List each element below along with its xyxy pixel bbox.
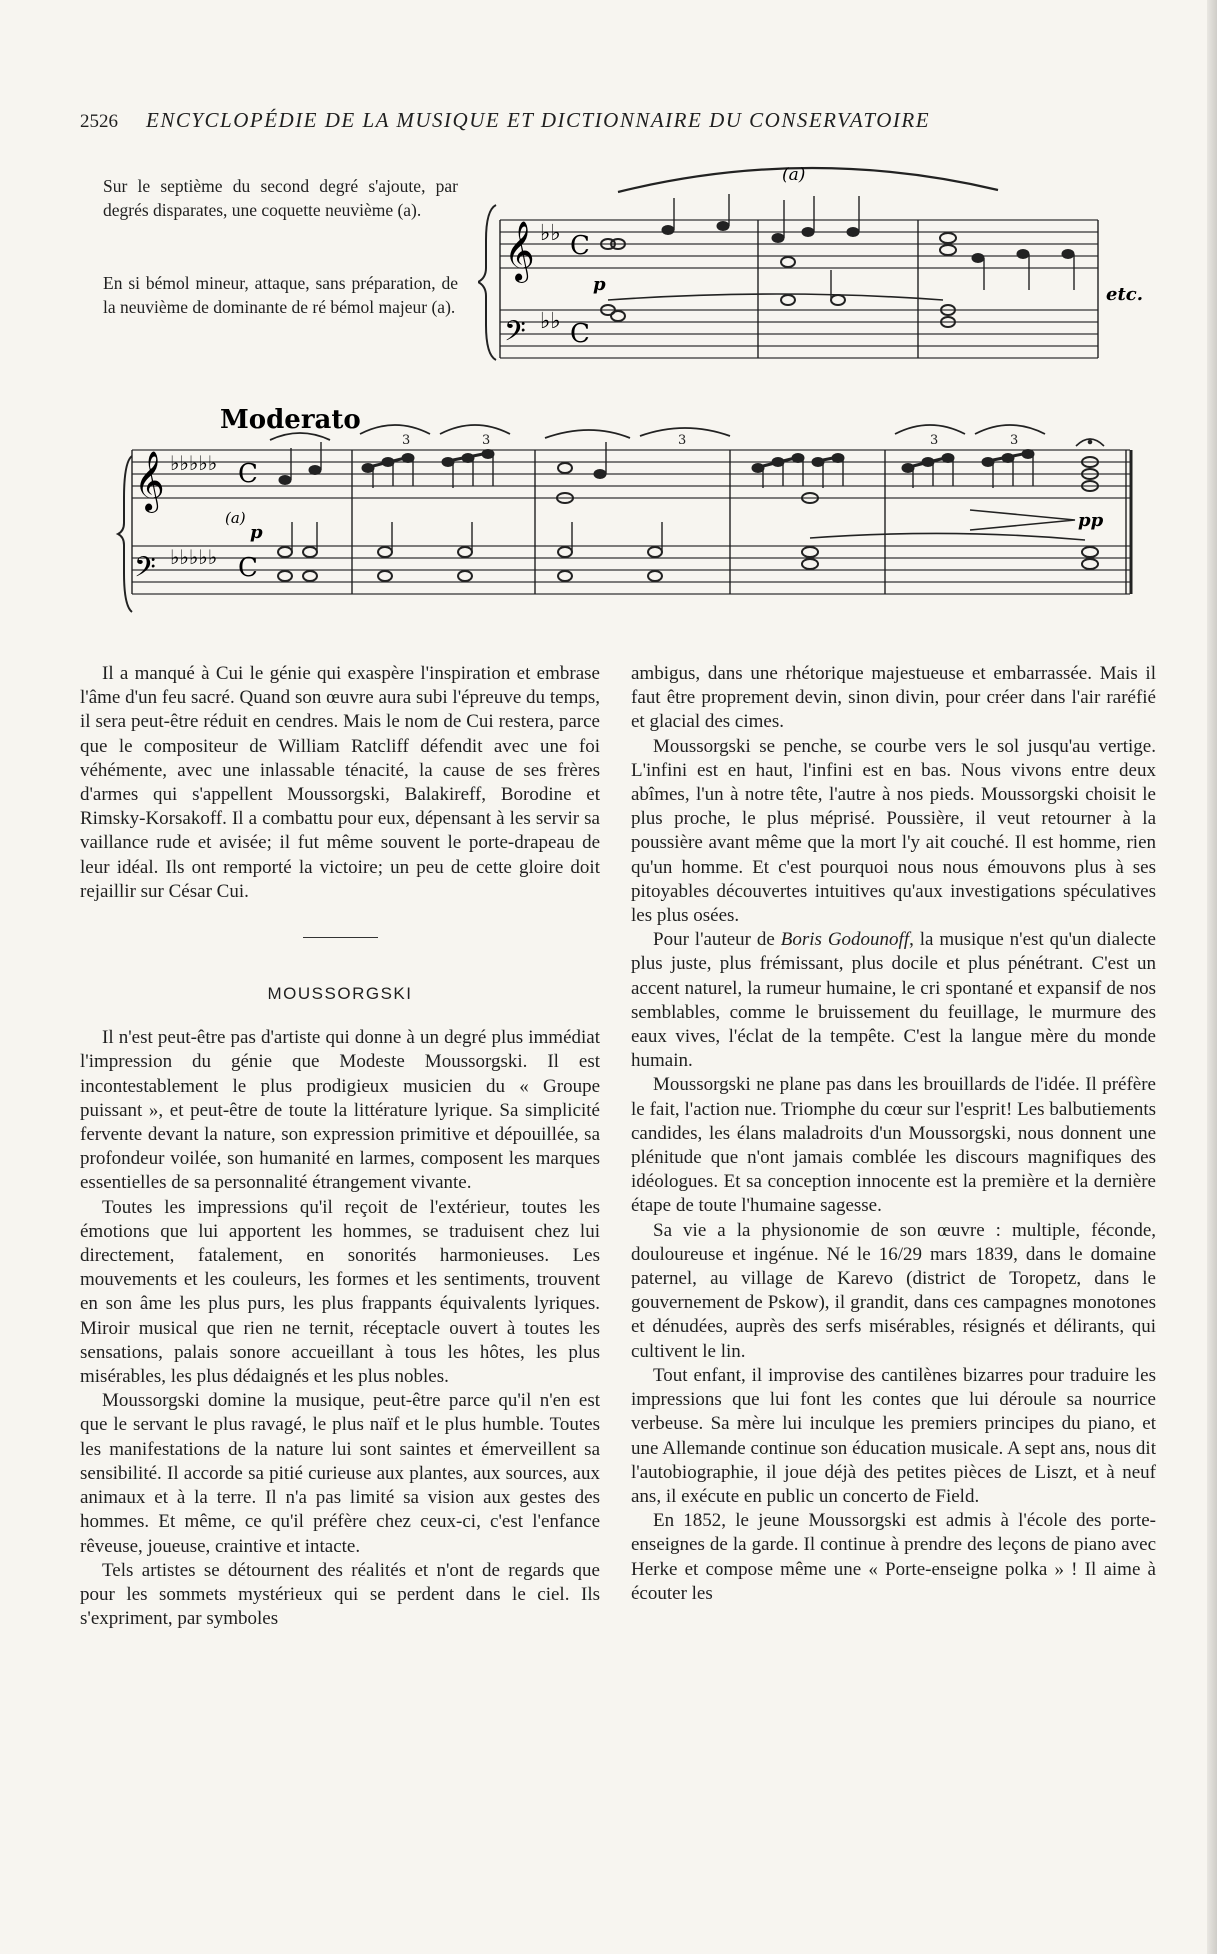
left-column (80, 662, 600, 1631)
paragraph-9: Tout enfant, il improvise des cantilènes bizarres pour traduire les impressions que lui font les contes que lui déroule sa nourrice verbeuse. Sa mère lui inculque les premiers principes du piano, et une Allemande continue son éducation musicale. A sept ans, nous dit l'autobiographie, il joue déjà des petites pièces de Liszt, et à neuf ans, il exécute en public un concerto de Field. (631, 1364, 1156, 1507)
example1-text-1: Sur le septième du second degré s'ajoute, par degrés disparates, une coquette neuvième (a). (103, 176, 458, 220)
paragraph-2: Toutes les impressions qu'il reçoit de l'extérieur, toutes les émotions que lui apportent les hommes, se traduisent chez lui directement, fatalement, en sonorités harmonieuses. Les mouvements et les couleurs, les formes et les sentiments, trouvent en son âme les plus purs, les plus frappants équivalents lyriques. Miroir musical que rien ne ternit, réceptacle ouvert à toutes les sensations, palais sonore accueillant à tous les hôtes, les plus misérables, les plus dédaignés et les plus nobles. (80, 1196, 600, 1388)
mark-a-2: (a) (225, 509, 246, 527)
bass-notes-2 (278, 522, 1098, 581)
right-column (631, 662, 1156, 1606)
treble-staff-2 (132, 450, 1130, 498)
dynamic-p-2: p (250, 522, 263, 543)
bass-clef-2: 𝄢 (134, 551, 156, 591)
treble-notes-2 (279, 439, 1104, 503)
example1-caption-2 (103, 271, 458, 319)
paragraph-6: Pour l'auteur de Boris Godounoff, la musique n'est qu'un dialecte plus juste, plus frémissant, plus docile et plus pénétrant. C'est un accent naturel, la rumeur humaine, le cri spontané et expansif de nos semblables, comme le bruissement du feuillage, le murmure des eaux vives, l'éclat de la tempête. C'est la langue mère du monde humain. (631, 929, 1156, 1072)
paragraph-continued: ambigus, dans une rhétorique majestueuse et embarrassée. Mais il faut être proprement devin, sinon divin, pour créer dans l'air raréfié et glacial des cimes. (631, 663, 1156, 733)
page-header (80, 108, 1030, 133)
svg-text:3: 3 (678, 433, 687, 448)
music-example-1 (478, 150, 1168, 365)
work-title: Boris Godounoff (780, 929, 910, 951)
section-divider (303, 937, 378, 938)
time-signature-bass-2: C (238, 553, 258, 583)
time-signature-treble-2: C (238, 459, 258, 489)
paragraph-5: Moussorgski se penche, se courbe vers le sol jusqu'au vertige. L'infini est en haut, l'infini est en bas. Nous vivons entre deux abîmes, l'un à notre tête, l'autre à nos pieds. Moussorgski choisit le plus proche, le plus méprisé. Poussière, il veut retourner à la poussière avant même que la mort l'y ait couché. Il est homme, rien qu'un homme. Et c'est pourquoi nous nous émouvons plus à ses pitoyables découvertes intuitives qu'aux investigations spéculatives les plus osées. (631, 735, 1156, 927)
page-number: 2526 (80, 111, 118, 132)
bass-notes (601, 270, 955, 327)
dynamic-p: p (593, 274, 606, 295)
dynamic-pp: pp (1078, 510, 1104, 531)
time-signature-treble: C (570, 231, 590, 261)
running-title: ENCYCLOPÉDIE DE LA MUSIQUE ET DICTIONNAIRE DU CONSERVATOIRE (146, 108, 931, 132)
triplets-2 (402, 433, 1018, 448)
system-brace-2 (118, 456, 132, 612)
paragraph-10: En 1852, le jeune Moussorgski est admis à l'école des porte-enseignes de la garde. Il continue à prendre des leçons de piano avec Herke et compose même une « Porte-enseigne polka » ! Il aime à écouter les (631, 1510, 1156, 1604)
svg-text:3: 3 (1010, 433, 1019, 448)
system-brace (478, 205, 496, 360)
key-flats-bass: ♭♭ (540, 309, 561, 334)
bass-staff-2 (132, 546, 1130, 594)
svg-text:3: 3 (930, 433, 939, 448)
key-flats-bass-2: ♭♭♭♭♭ (170, 545, 218, 569)
svg-text:3: 3 (482, 433, 491, 448)
section-title: MOUSSORGSKI (267, 984, 413, 1004)
svg-text:3: 3 (402, 433, 411, 448)
tempo-marking: Moderato (220, 405, 361, 435)
bass-clef: 𝄢 (504, 315, 526, 355)
key-flats-treble-2: ♭♭♭♭♭ (170, 451, 218, 475)
diminuendo (970, 510, 1075, 530)
paragraph-cui: Il a manqué à Cui le génie qui exaspère l'inspiration et embrase l'âme d'un feu sacré. Quand son œuvre aura subi l'épreuve du temps, il sera peut-être réduit en cendres. Mais le nom de Cui restera, parce que le compositeur de William Ratcliff défendit avec une foi véhémente, avec une inlassable ténacité, la cause de ses frères d'armes qui s'appellent Moussorgski, Balakireff, Borodine et Rimsky-Korsakoff. Il a combattu pour eux, dépensant à les servir sa vaillance rude et avisée; il fut même souvent le porte-drapeau de leur idéal. Ils ont remporté la victoire; un peu de cette gloire doit rejaillir sur César Cui. (80, 663, 600, 902)
page-spine (1207, 0, 1217, 1954)
key-flats-treble: ♭♭ (540, 221, 561, 246)
paragraph-1: Il n'est peut-être pas d'artiste qui donne à un degré plus immédiat l'impression du génie que Modeste Moussorgski. Il est incontestablement le plus prodigieux musicien du « Groupe puissant », et peut-être de toute la littérature lyrique. Sa simplicité fervente devant la nature, son expression primitive et dépouillée, sa profondeur voilée, son humanité en larmes, composent les marques essentielles de sa personnalité étrangement vivante. (80, 1027, 600, 1194)
example1-caption-1 (103, 174, 458, 222)
slurs-2 (270, 425, 1045, 440)
example1-text-2: En si bémol mineur, attaque, sans préparation, de la neuvième de dominante de ré bémol majeur (a). (103, 273, 458, 317)
mark-a: (a) (782, 165, 806, 185)
paragraph-8: Sa vie a la physionomie de son œuvre : multiple, féconde, douloureuse et ingénue. Né le 16/29 mars 1839, dans le domaine paternel, au village de Karevo (district de Toropetz, dans le gouvernement de Pskow), il grandit, dans ces campagnes monotones et dénudées, auprès des serfs misérables, résignés et délirants, qui cultivent le lin. (631, 1219, 1156, 1362)
music-example-2 (110, 398, 1140, 618)
paragraph-4: Tels artistes se détournent des réalités et n'ont de regards que pour les sommets mystérieux qui se perdent dans le ciel. Ils s'expriment, par symboles (80, 1559, 600, 1630)
treble-clef-2: 𝄞 (134, 451, 165, 511)
paragraph-7: Moussorgski ne plane pas dans les brouillards de l'idée. Il préfère le fait, l'action nue. Triomphe du cœur sur l'esprit! Les balbutiements candides, les élans maladroits d'un Moussorgski, nous donnent une plénitude que n'ont jamais comblée les discours magnifiques des idéologues. Et sa conception innocente est la première et la dernière étape de toute l'humaine sagesse. (631, 1074, 1156, 1217)
etc-label: etc. (1106, 284, 1143, 305)
paragraph-3: Moussorgski domine la musique, peut-être parce qu'il n'en est que le servant le plus ravagé, le plus naïf et le plus humble. Toutes les manifestations de la nature lui sont saintes et émerveillent sa sensibilité. Il accorde sa pitié curieuse aux plantes, aux sources, aux animaux et à la terre. Il n'a pas limité sa vision aux gestes des hommes. Et même, ce qu'il préfère chez ceux-ci, c'est l'enfance rêveuse, joueuse, craintive et intacte. (80, 1390, 600, 1557)
slur (618, 168, 998, 192)
treble-notes (601, 194, 1074, 290)
treble-clef: 𝄞 (504, 221, 535, 281)
time-signature-bass: C (570, 319, 590, 349)
